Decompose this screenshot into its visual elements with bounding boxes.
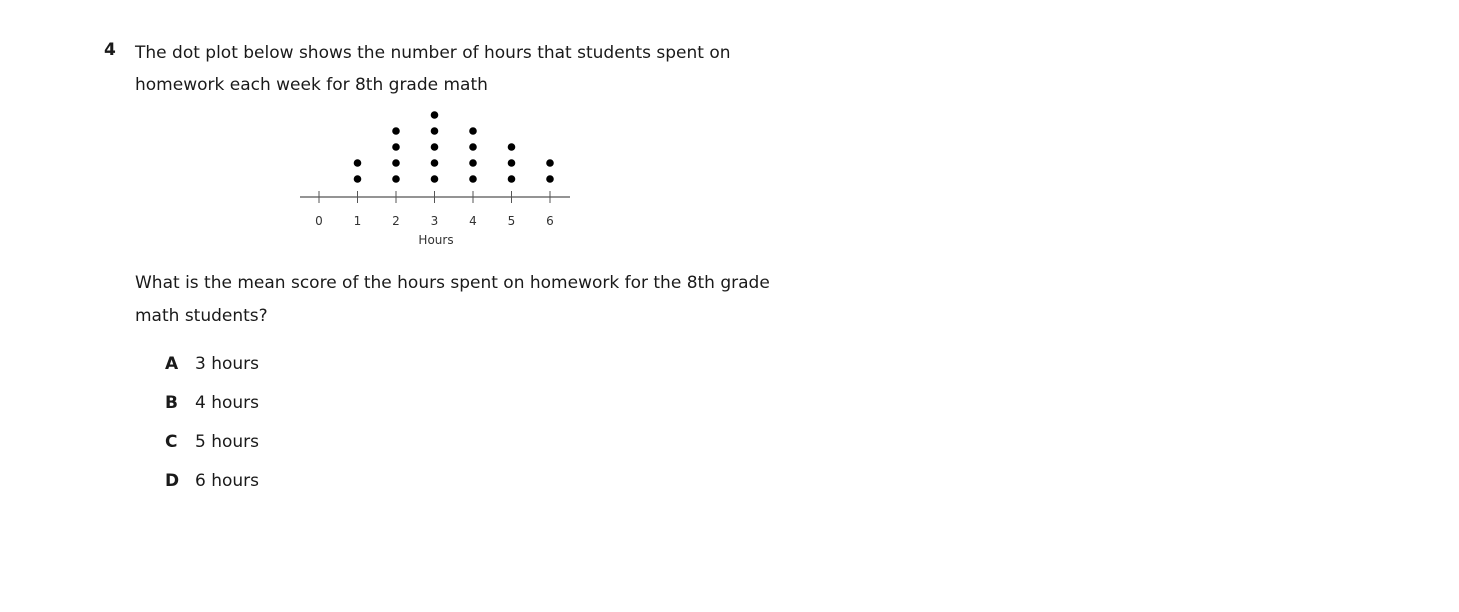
prompt-line-2: homework each week for 8th grade math xyxy=(135,75,488,95)
dot-plot-svg xyxy=(290,104,580,254)
tick-label: 5 xyxy=(507,214,516,228)
choice-letter: A xyxy=(165,354,179,374)
data-dot xyxy=(392,175,400,183)
choice-b[interactable] xyxy=(165,391,259,430)
data-dot xyxy=(354,159,362,167)
dot-group xyxy=(354,111,554,183)
question-prompt xyxy=(135,37,835,101)
choice-text: 4 hours xyxy=(195,393,260,413)
answer-choices xyxy=(165,352,259,508)
data-dot xyxy=(431,127,439,135)
data-dot xyxy=(431,111,439,119)
choice-text: 5 hours xyxy=(195,432,260,452)
data-dot xyxy=(508,175,516,183)
choice-c[interactable] xyxy=(165,430,259,469)
data-dot xyxy=(469,175,477,183)
x-axis-label: Hours xyxy=(418,233,454,247)
data-dot xyxy=(469,143,477,151)
choice-letter: D xyxy=(165,471,180,491)
data-dot xyxy=(508,143,516,151)
question-text xyxy=(135,267,855,333)
tick-label: 1 xyxy=(353,214,362,228)
question-line-2: math students? xyxy=(135,306,268,326)
choice-text: 6 hours xyxy=(195,471,260,491)
choice-text: 3 hours xyxy=(195,354,260,374)
data-dot xyxy=(392,159,400,167)
data-dot xyxy=(546,175,554,183)
data-dot xyxy=(469,159,477,167)
data-dot xyxy=(392,143,400,151)
question-line-1: What is the mean score of the hours spent on homework for the 8th grade xyxy=(135,273,770,293)
prompt-line-1: The dot plot below shows the number of hours that students spent on xyxy=(135,43,731,63)
data-dot xyxy=(469,127,477,135)
tick-label: 4 xyxy=(469,214,477,228)
data-dot xyxy=(431,143,439,151)
dot-plot xyxy=(290,104,580,254)
data-dot xyxy=(431,159,439,167)
tick-label: 3 xyxy=(430,214,439,228)
data-dot xyxy=(392,127,400,135)
choice-letter: C xyxy=(165,432,178,452)
tick-label: 0 xyxy=(315,214,323,228)
data-dot xyxy=(546,159,554,167)
data-dot xyxy=(508,159,516,167)
choice-letter: B xyxy=(165,393,178,413)
tick-label: 2 xyxy=(392,214,400,228)
tick-label: 6 xyxy=(546,214,554,228)
choice-a[interactable] xyxy=(165,352,259,391)
data-dot xyxy=(431,175,439,183)
question-number: 4 xyxy=(104,40,116,60)
choice-d[interactable] xyxy=(165,469,259,508)
data-dot xyxy=(354,175,362,183)
